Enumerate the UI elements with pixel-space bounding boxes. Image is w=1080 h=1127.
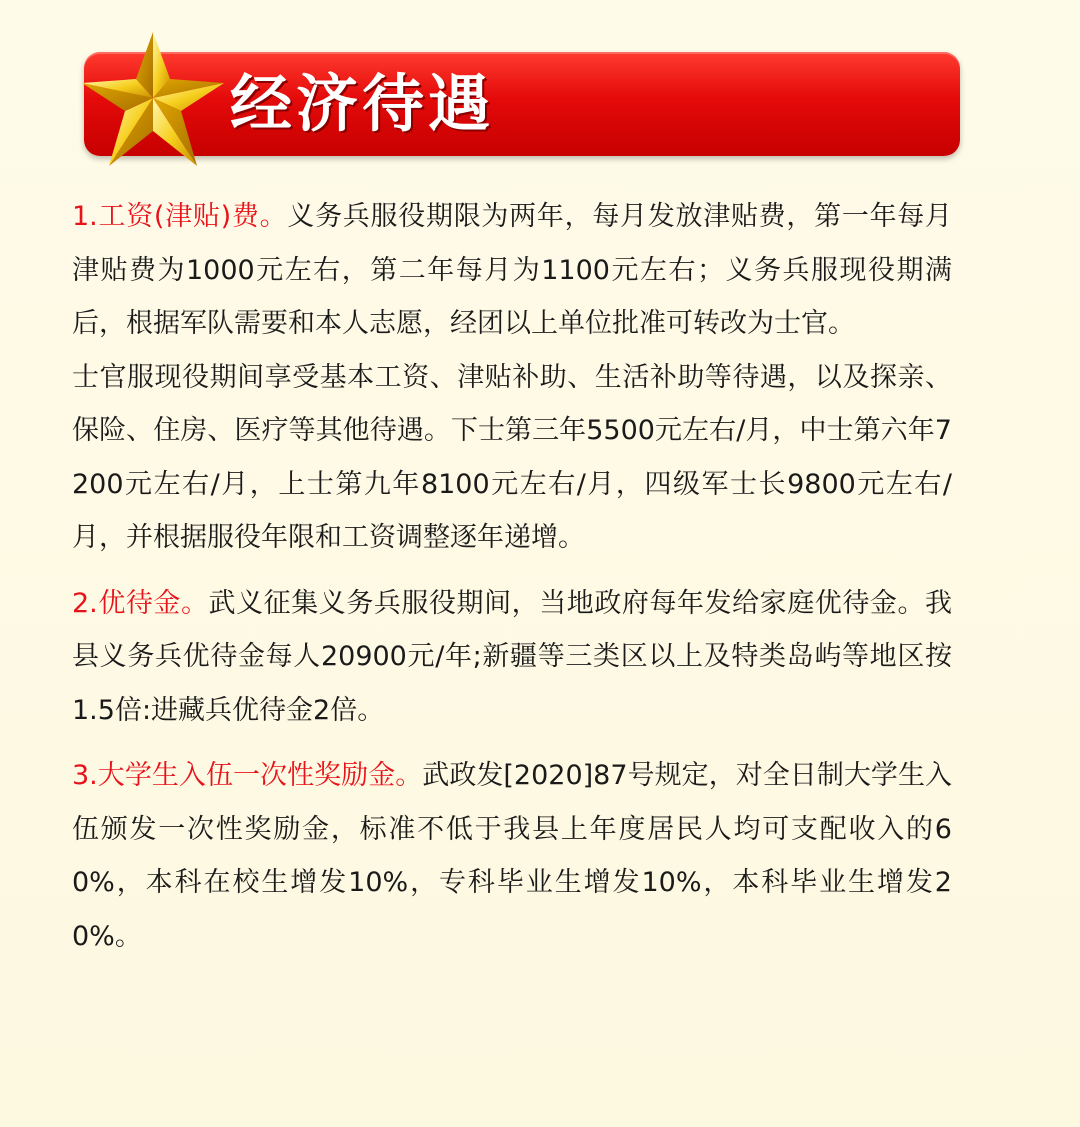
- page-title: 经济待遇: [230, 67, 495, 140]
- section-allowance: [72, 577, 952, 738]
- section-heading: 3.大学生入伍一次性奖励金。: [72, 760, 423, 791]
- section-heading: 2.优待金。: [72, 587, 209, 619]
- section-body: 武义征集义务兵服役期间，当地政府每年发给家庭优待金。我县义务兵优待金每人20900元/年;新疆等三类区以上及特类岛屿等地区按1.5倍:进藏兵优待金2倍。: [72, 587, 953, 726]
- section-student-bonus: [72, 749, 952, 963]
- section-salary: [72, 190, 952, 351]
- section-body: 武政发[2020]87号规定，对全日制大学生入伍颁发一次性奖励金，标准不低于我县上年度居民人均可支配收入的60%，本科在校生增发10%，专科毕业生增发10%，本科毕业生增发20%。: [72, 760, 953, 952]
- content-area: [72, 190, 952, 963]
- section-heading: 1.工资(津贴)费。: [72, 201, 288, 232]
- star-icon: [78, 28, 228, 170]
- section-body: 义务兵服役期限为两年，每月发放津贴费，第一年每月津贴费为1000元左右，第二年每月为1100元左右；义务兵服现役期满后，根据军队需要和本人志愿，经团以上单位批准可转改为士官。: [72, 201, 953, 339]
- section-salary-extra: 士官服现役期间享受基本工资、津贴补助、生活补助等待遇，以及探亲、保险、住房、医疗等其他待遇。下士第三年5500元左右/月，中士第六年7200元左右/月，上士第九年8100元左右/月，四级军士长9800元左右/月，并根据服役年限和工资调整逐年递增。: [72, 361, 952, 553]
